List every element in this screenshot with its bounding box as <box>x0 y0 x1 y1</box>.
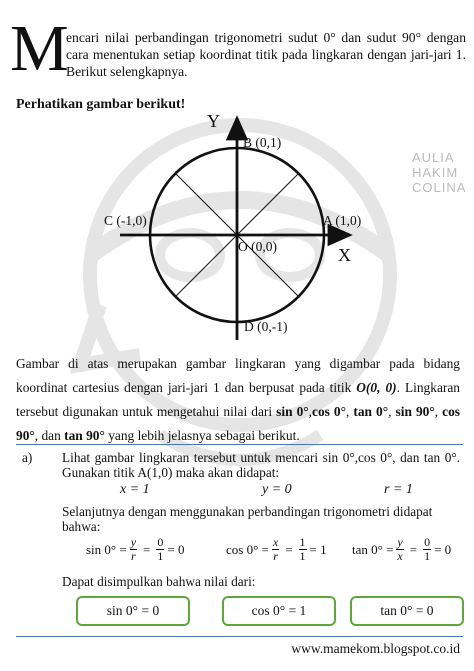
result-boxes <box>16 596 463 628</box>
formulas <box>16 536 463 576</box>
r-value: r = 1 <box>384 482 413 497</box>
divider-top <box>16 444 463 445</box>
point-b-label: B (0,1) <box>243 135 282 150</box>
watermark-text: AULIA HAKIM COLINA <box>412 150 467 195</box>
point-o-label: O (0,0) <box>238 239 277 254</box>
sin-formula: sin 0° = $\frac{y}{r}$ = $\frac{0}{1}$ = 0 <box>86 535 185 563</box>
x-axis-label: X <box>338 245 351 265</box>
y-axis-label: Y <box>207 111 220 131</box>
point-c-label: C (-1,0) <box>104 213 147 228</box>
part-a-label: a) <box>22 450 33 465</box>
cos-formula: cos 0° = $\frac{x}{r}$ = $\frac{1}{1}$ = 1 <box>226 535 327 563</box>
footer-url[interactable]: www.mamekom.blogspot.co.id <box>291 641 460 656</box>
center-point: O(0, 0) <box>356 380 397 395</box>
section-heading: Perhatikan gambar berikut! <box>16 97 186 112</box>
sin-result-box: sin 0° = 0 <box>76 596 190 626</box>
unit-circle-diagram <box>0 100 474 355</box>
intro-text: encari nilai perbandingan trigonometri sudut 0° dan sudut 90° dengan cara menentukan setiap koordinat titik pada lingkaran dengan jari-jari 1. Berikut selengkapnya. <box>66 30 466 79</box>
description-paragraph: Gambar di atas merupakan gambar lingkaran yang digambar pada bidang koordinat cartesius dengan jari-jari 1 dan berpusat pada titik O(0, 0). Lingkaran tersebut digunakan untuk mengetahui nilai dari sin 0°,cos 0°, tan 0°, sin 90°, cos 90°, dan tan 90° yang lebih jelasnya sebagai berikut. <box>16 356 461 443</box>
x-value: x = 1 <box>120 482 150 497</box>
point-a-label: A (1,0) <box>323 213 362 228</box>
divider-bottom <box>16 636 463 637</box>
tan-formula: tan 0° = $\frac{y}{x}$ = $\frac{0}{1}$ = 0 <box>352 535 452 563</box>
part-a <box>16 448 463 638</box>
coordinate-values <box>16 482 463 500</box>
point-d-label: D (0,-1) <box>244 319 288 334</box>
conclusion-text: Dapat disimpulkan bahwa nilai dari: <box>62 574 256 589</box>
tan-result-box: tan 0° = 0 <box>350 596 464 626</box>
drop-cap: M <box>10 12 69 85</box>
y-value: y = 0 <box>262 482 292 497</box>
cos-result-box: cos 0° = 1 <box>222 596 336 626</box>
part-a-text: Lihat gambar lingkaran tersebut untuk mencari sin 0°,cos 0°, dan tan 0°. Gunakan titik A(1,0) maka akan didapat: <box>62 450 460 480</box>
part-a-text-2: Selanjutnya dengan menggunakan perbandingan trigonometri didapat bahwa: <box>62 504 433 534</box>
